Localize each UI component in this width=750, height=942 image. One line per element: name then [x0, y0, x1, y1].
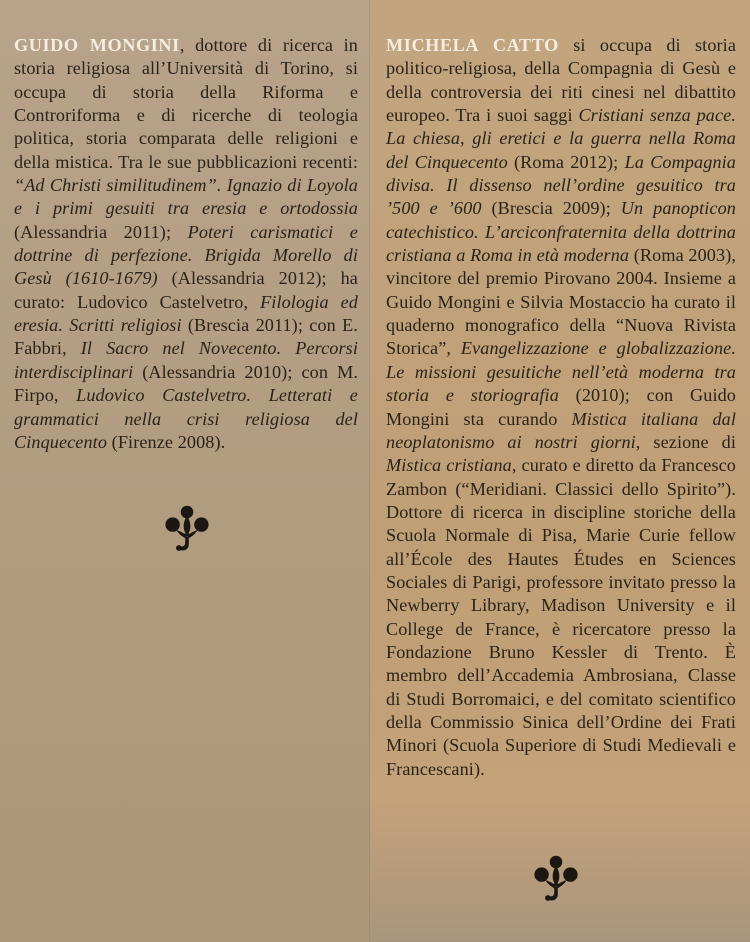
- italic-title: Ludovico Castelvetro. Letterati e grammatici nella crisi religiosa del Cinquecento: [14, 385, 358, 452]
- italic-title: Un panopticon catechistico. L’arciconfraternita della dottrina cristiana a Roma in età moderna: [386, 198, 736, 266]
- bio-text: (Brescia 2009);: [481, 198, 621, 219]
- bio-text: , curato e diretto da Francesco Zambon (“Meridiani. Classici dello Spirito”). Dottore di ricerca in discipline storiche della Scuola Normale di Pisa, Marie Curie fellow all’École des Hautes Études en Sciences Sociales di Parigi, professore invitato presso la Newberry Library, Madison University e il College de France, è ricercatore presso la Fondazione Bruno Kessler di Trento. È membro dell’Accademia Ambrosiana, Classe di Studi Borromaici, e del comitato scientifico della Commissio Sinica dell’Ordine dei Frati Minori (Scuola Superiore di Studi Medievali e Francescani).: [386, 455, 736, 779]
- bio-text: (Alessandria 2012); ha curato: Ludovico Castelvetro,: [14, 268, 358, 312]
- italic-title: “Ad Christi similitudinem”. Ignazio di Loyola e i primi gesuiti tra eresia e ortodossia: [14, 175, 358, 219]
- author-name-right: MICHELA CATTO: [386, 35, 559, 55]
- right-biography: [386, 34, 736, 781]
- italic-title: La Compagnia divisa. Il dissenso nell’ordine gesuitico tra ’500 e ’600: [386, 151, 736, 219]
- bio-text: (Firenze 2008).: [107, 431, 226, 452]
- bio-text: si occupa di storia politico-religiosa, della Compagnia di Gesù e della controversia dei riti cinesi nel dibattito europeo. Tra i suoi saggi: [386, 35, 736, 126]
- bio-text: , dottore di ricerca in storia religiosa all’Università di Torino, si occupa di storia della Riforma e Controriforma e di ricerche di teologia politica, storia comparata delle religioni e della mistica. Tra le sue pubblicazioni recenti:: [14, 35, 358, 172]
- italic-title: Evangelizzazione e globalizzazione. Le missioni gesuitiche nell’età moderna tra storia e storiografia: [386, 338, 737, 406]
- left-biography: [14, 34, 358, 454]
- italic-title: Cristiani senza pace. La chiesa, gli eretici e la guerra nella Roma del Cinquecento: [386, 105, 736, 172]
- bio-text: , sezione di: [635, 431, 736, 452]
- fleuron-icon: [529, 853, 583, 907]
- italic-title: Il Sacro nel Novecento. Percorsi interdisciplinari: [14, 338, 358, 382]
- italic-title: Mistica italiana dal neoplatonismo ai nostri giorni: [386, 408, 736, 452]
- left-bio-text: [14, 35, 358, 452]
- italic-title: Poteri carismatici e dottrine di perfezione. Brigida Morello di Gesù (1610-1679): [14, 221, 358, 289]
- bio-text: (Brescia 2011); con E. Fabbri,: [14, 315, 358, 359]
- italic-title: Filologia ed eresia. Scritti religiosi: [14, 291, 358, 336]
- bio-text: (Roma 2012);: [507, 151, 625, 172]
- left-column: [0, 0, 370, 942]
- bio-text: (Roma 2003), vincitore del premio Pirovano 2004. Insieme a Guido Mongini e Silvia Mostaccio ha curato il quaderno monografico della “Nuova Rivista Storica”,: [386, 245, 736, 359]
- right-bio-text: [386, 35, 736, 779]
- italic-title: Mistica cristiana: [386, 455, 512, 476]
- author-name-left: GUIDO MONGINI: [14, 35, 180, 55]
- bio-text: (Alessandria 2011);: [14, 221, 188, 242]
- bio-text: (2010); con Guido Mongini sta curando: [386, 385, 736, 429]
- bio-text: (Alessandria 2010); con M. Firpo,: [14, 361, 358, 406]
- right-column: [370, 0, 750, 942]
- fleuron-icon: [160, 503, 214, 557]
